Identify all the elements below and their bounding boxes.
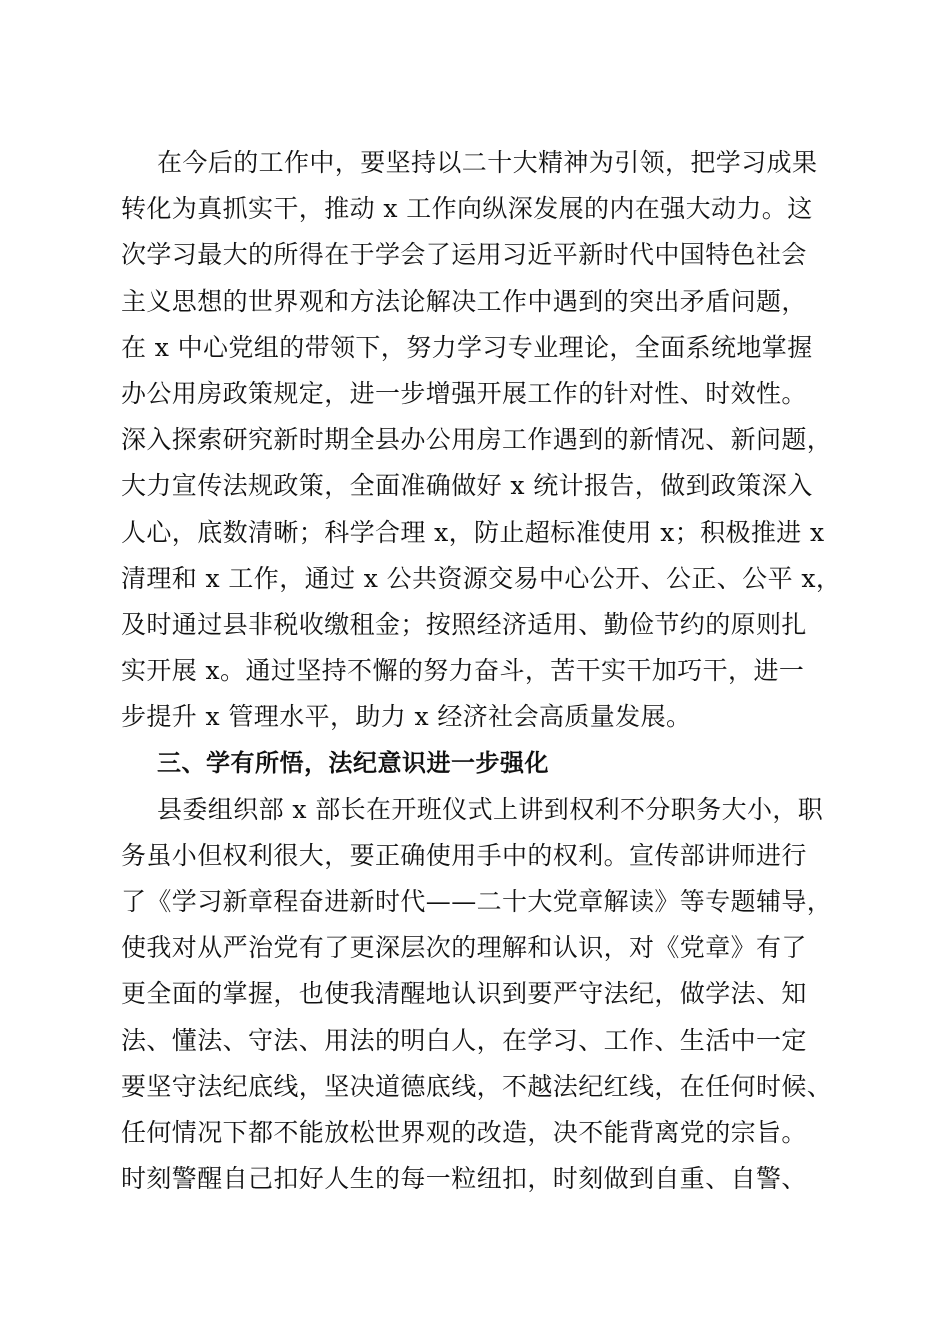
text-line: 了《学习新章程奋进新时代——二十大党章解读》等专题辅导， — [121, 887, 833, 916]
text-line: 使我对从严治党有了更深层次的理解和认识，对《党章》有了 — [121, 933, 807, 963]
section-heading: 三、学有所悟，法纪意识进一步强化 — [157, 749, 549, 778]
text-line: 次学习最大的所得在于学会了运用习近平新时代中国特色社会 — [121, 240, 807, 270]
text-line: 法、懂法、守法、用法的明白人，在学习、工作、生活中一定 — [121, 1025, 807, 1055]
text-line: 要坚守法纪底线，坚决道德底线，不越法纪红线，在任何时候、 — [121, 1071, 833, 1101]
text-line: 大力宣传法规政策，全面准确做好 x 统计报告，做到政策深入 — [121, 471, 813, 501]
text-line: 主义思想的世界观和方法论解决工作中遇到的突出矛盾问题， — [121, 286, 807, 316]
text-line: 务虽小但权利很大，要正确使用手中的权利。宣传部讲师进行 — [121, 840, 807, 870]
text-line: 深入探索研究新时期全县办公用房工作遇到的新情况、新问题， — [121, 425, 833, 455]
text-line: 人心，底数清晰；科学合理 x，防止超标准使用 x；积极推进 x — [121, 517, 825, 547]
text-line: 转化为真抓实干，推动 x 工作向纵深发展的内在强大动力。这 — [121, 194, 813, 224]
paragraph-work-plan — [121, 140, 841, 740]
text-line: 实开展 x。通过坚持不懈的努力奋斗，苦干实干加巧干，进一 — [121, 656, 805, 686]
text-line: 在今后的工作中，要坚持以二十大精神为引领，把学习成果 — [157, 148, 818, 177]
text-line: 时刻警醒自己扣好人生的每一粒纽扣，时刻做到自重、自警、 — [121, 1164, 807, 1194]
text-line: 县委组织部 x 部长在开班仪式上讲到权利不分职务大小，职 — [157, 794, 824, 824]
text-line: 清理和 x 工作，通过 x 公共资源交易中心公开、公正、公平 x， — [121, 563, 842, 593]
text-line: 步提升 x 管理水平，助力 x 经济社会高质量发展。 — [121, 702, 692, 732]
text-line: 在 x 中心党组的带领下，努力学习专业理论，全面系统地掌握 — [121, 332, 813, 362]
text-line: 更全面的掌握，也使我清醒地认识到要严守法纪，做学法、知 — [121, 979, 807, 1009]
paragraph-discipline — [121, 787, 841, 1203]
text-line: 及时通过县非税收缴租金；按照经济适用、勤俭节约的原则扎 — [121, 609, 807, 639]
document-body — [121, 140, 841, 1202]
text-line: 任何情况下都不能放松世界观的改造，决不能背离党的宗旨。 — [121, 1117, 807, 1147]
text-line: 办公用房政策规定，进一步增强开展工作的针对性、时效性。 — [121, 378, 807, 408]
